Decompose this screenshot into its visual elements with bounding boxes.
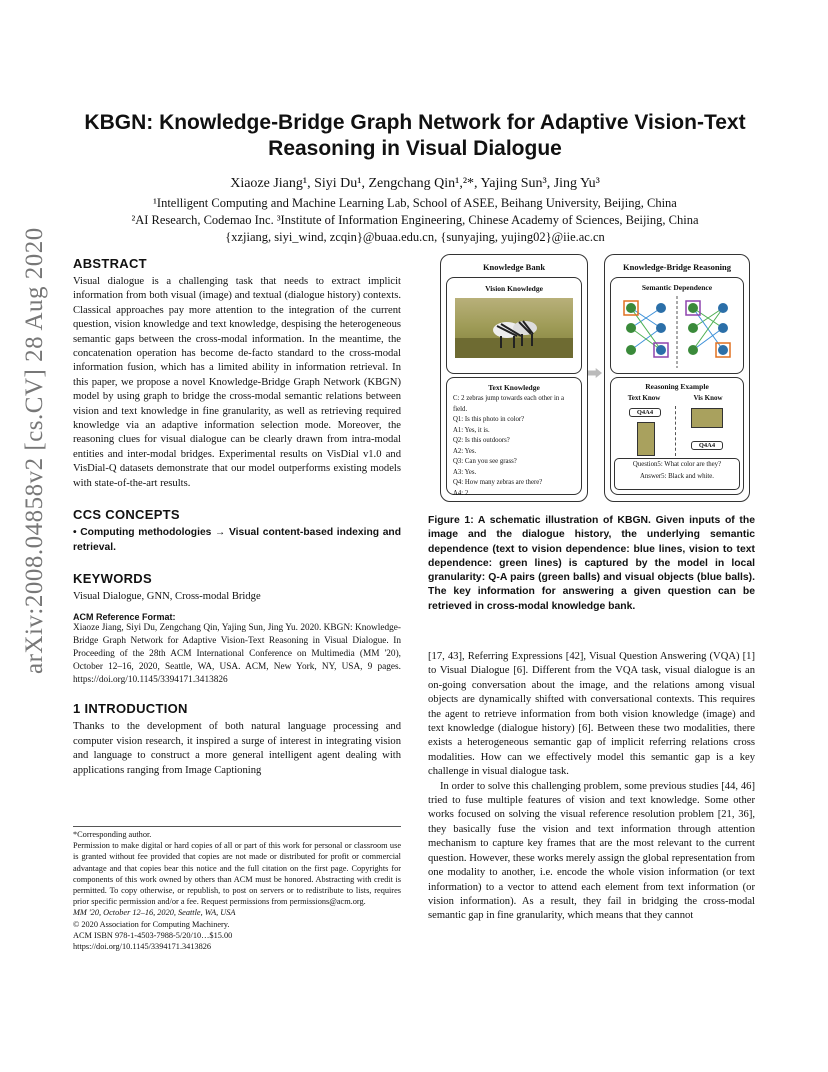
question-5: Question5: What color are they? [632, 461, 722, 468]
figure-caption: Figure 1: A schematic illustration of KBGN. Given inputs of the image and the dialogue history, the underlying semantic dependence (text to vision dependence: blue lines, vision to text dependence: green lines) is captured by the model in local granularity: Q-A pairs (green balls) and visual objects (blue balls). The key information for answering a given question can be retrieved in cross-modal knowledge bank. [428, 515, 755, 612]
affiliation-2: ²AI Research, Codemao Inc. ³Institute of Information Engineering, Chinese Academy of Sciences, Beijing, China [131, 213, 699, 227]
knowledge-bank-box [440, 254, 588, 502]
dialogue-line: Q3: Can you see grass? [453, 458, 517, 465]
arxiv-identifier: arXiv:2008.04858v2 [cs.CV] 28 Aug 2020 [21, 227, 48, 674]
semantic-dependence-box [610, 277, 744, 374]
knowledge-bridge-box [604, 254, 750, 502]
q4a4-right-node: Q4A4 [691, 441, 723, 450]
dialogue-line: A3: Yes. [453, 468, 477, 476]
dialogue-line: Q2: Is this outdoors? [453, 437, 510, 444]
footnote-isbn: ACM ISBN 978-1-4503-7988-5/20/10…$15.00 [73, 930, 233, 940]
vis-know-label: Vis Know [693, 394, 723, 402]
footnote-block [73, 826, 401, 952]
zebra-photo [455, 298, 573, 358]
footnote-permission: Permission to make digital or hard copies of all or part of this work for personal or classroom use is granted without fee provided that copies are not made or distributed for profit or commercial advantage and that copies bear this notice and the full citation on the first page. Copyrights for components of this work owned by others than ACM must be honored. Abstracting with credit is permitted. To copy otherwise, or republish, to post on servers or to redistribute to lists, requires prior specific permission and/or a fee. Request permissions from permissions@acm.org. [73, 841, 401, 907]
knowledge-bridge-title: Knowledge-Bridge Reasoning [623, 262, 731, 272]
introduction-text-left: Thanks to the development of both natural language processing and computer vision research, it inspired a surge of interest in integrating vision and language to construct a more general intelligent agent dealing with applications ranging from Image Captioning [73, 721, 401, 776]
semantic-dependence-title: Semantic Dependence [641, 283, 713, 292]
dialogue-line: Q4: How many zebras are there? [453, 479, 543, 486]
vision-knowledge-box [446, 277, 582, 374]
dialogue-line: C: 2 zebras jump towards each other in a field. [453, 395, 564, 413]
reasoning-example-title: Reasoning Example [645, 382, 709, 391]
dialogue-line: Q1: Is this photo in color? [453, 416, 525, 423]
footnote-doi: https://doi.org/10.1145/3394171.3413826 [73, 942, 212, 952]
introduction-heading: 1 INTRODUCTION [73, 701, 188, 717]
intro-paragraph-2: In order to solve this challenging problem, some previous studies [44, 46] tried to fuse multiple features of vision and text knowledge. Some other works focused on solving the visual reference resolution problem [21, 36], they basically fuse the vision and text information through attention mechanism to capture key frames that are the most relevant to the current question. However, these works merely assign the global representation from one modality to another, i.e. encode the whole vision information (or text information) to a vector to attend each element from text information (or vision information). As a result, they fail in bridging the cross-modal semantic gap in fine granularity, which means that they cannot [428, 780, 756, 922]
dialogue-history [447, 392, 581, 501]
paper-title: KBGN: Knowledge-Bridge Graph Network for Adaptive Vision-Text Reasoning in Visual Dialogue [84, 111, 746, 160]
question-answer-box [614, 458, 740, 490]
q4a4-left-node: Q4A4 [629, 408, 661, 417]
dialogue-line: A2: Yes. [453, 447, 477, 455]
footnote-copyright: © 2020 Association for Computing Machinery. [73, 919, 230, 929]
author-list: Xiaoze Jiang¹, Siyi Du¹, Zengchang Qin¹,²*, Yajing Sun³, Jing Yu³ [230, 176, 600, 191]
ccs-heading: CCS CONCEPTS [73, 507, 180, 523]
acm-reference-text: Xiaoze Jiang, Siyi Du, Zengchang Qin, Yajing Sun, Jing Yu. 2020. KBGN: Knowledge-Bridge Graph Network for Adaptive Vision-Text Reasoning in Visual Dialogue. In Proceeding of the 28th ACM International Conference on Multimedia (MM '20), October 12–16, 2020, Seattle, WA, USA. ACM, New York, NY, USA, 9 pages. https://doi.org/10.1145/3394171.3413826 [73, 623, 401, 686]
ccs-text: • Computing methodologies → Visual content-based indexing and retrieval. [73, 527, 401, 553]
abstract-text: Visual dialogue is a challenging task that needs to extract implicit information from both visual (image) and textual (dialogue history) contexts. Classical approaches pay more attention to the integration of the current question, vision knowledge and text knowledge, despising the heterogeneous semantic gaps between the cross-modal information. In the meantime, the concatenation operation has become de-facto standard to the cross-modal information fusion, which has a limited ability in information retrieval. In this paper, we propose a novel Knowledge-Bridge Graph Network (KBGN) model by using graph to bridge the cross-modal semantic relations between vision and text knowledge in fine granularity, as well as retrieving required knowledge via an adaptive information selection mode. Moreover, the reasoning clues for visual dialogue can be clearly drawn from intra-modal entities and inter-modal bridges. Experimental results on VisDial v1.0 and VisDial-Q datasets demonstrate that our model outperforms existing models with state-of-the-art results. [73, 276, 401, 489]
dialogue-line: A1: Yes, it is. [453, 426, 490, 434]
divider [675, 406, 676, 456]
vision-knowledge-title: Vision Knowledge [485, 284, 543, 293]
dialogue-line: A4: 2. [453, 489, 470, 497]
knowledge-bank-title: Knowledge Bank [482, 262, 546, 272]
answer-5: Answer5: Black and white. [640, 473, 714, 480]
keywords-text: Visual Dialogue, GNN, Cross-modal Bridge [73, 590, 261, 602]
left-column [73, 256, 401, 778]
zebra-thumbnail-right [691, 408, 723, 428]
intro-paragraph-1: [17, 43], Referring Expressions [42], Visual Question Answering (VQA) [1] to Visual Dialogue [6]. Different from the VQA task, visual dialogue is an on-going conversation about the image, and the relations among visual objects are dynamically shifted with conversational contexts. This requires the agent to retrieve information from both vision knowledge (image) and text knowledge (dialogue history) [6]. Between these two modalities, there exists a heterogeneous semantic gap of implicit referring relations cross modalities. How can we effectively model this semantic gap is a key challenge in visual dialogue task. [428, 651, 755, 778]
text-knowledge-box [446, 377, 582, 495]
zebra-thumbnail-left [637, 422, 655, 456]
text-know-label: Text Know [627, 394, 661, 402]
keywords-heading: KEYWORDS [73, 570, 152, 586]
semantic-graph [613, 294, 741, 370]
introduction-text-right [428, 650, 755, 924]
arrow-right-icon [588, 368, 602, 378]
author-emails: {xzjiang, siyi_wind, zcqin}@buaa.edu.cn, {sunyajing, yujing02}@iie.ac.cn [225, 230, 605, 244]
text-knowledge-title: Text Knowledge [488, 383, 540, 392]
reasoning-example-box [610, 377, 744, 495]
figure-1 [428, 250, 755, 510]
footnote-corresponding: *Corresponding author. [73, 830, 152, 839]
acm-reference-heading: ACM Reference Format: [73, 612, 176, 623]
footnote-conference: MM '20, October 12–16, 2020, Seattle, WA, USA [73, 908, 236, 918]
affiliation-1: ¹Intelligent Computing and Machine Learning Lab, School of ASEE, Beihang University, Beijing, China [153, 196, 677, 210]
abstract-heading: ABSTRACT [73, 256, 147, 271]
